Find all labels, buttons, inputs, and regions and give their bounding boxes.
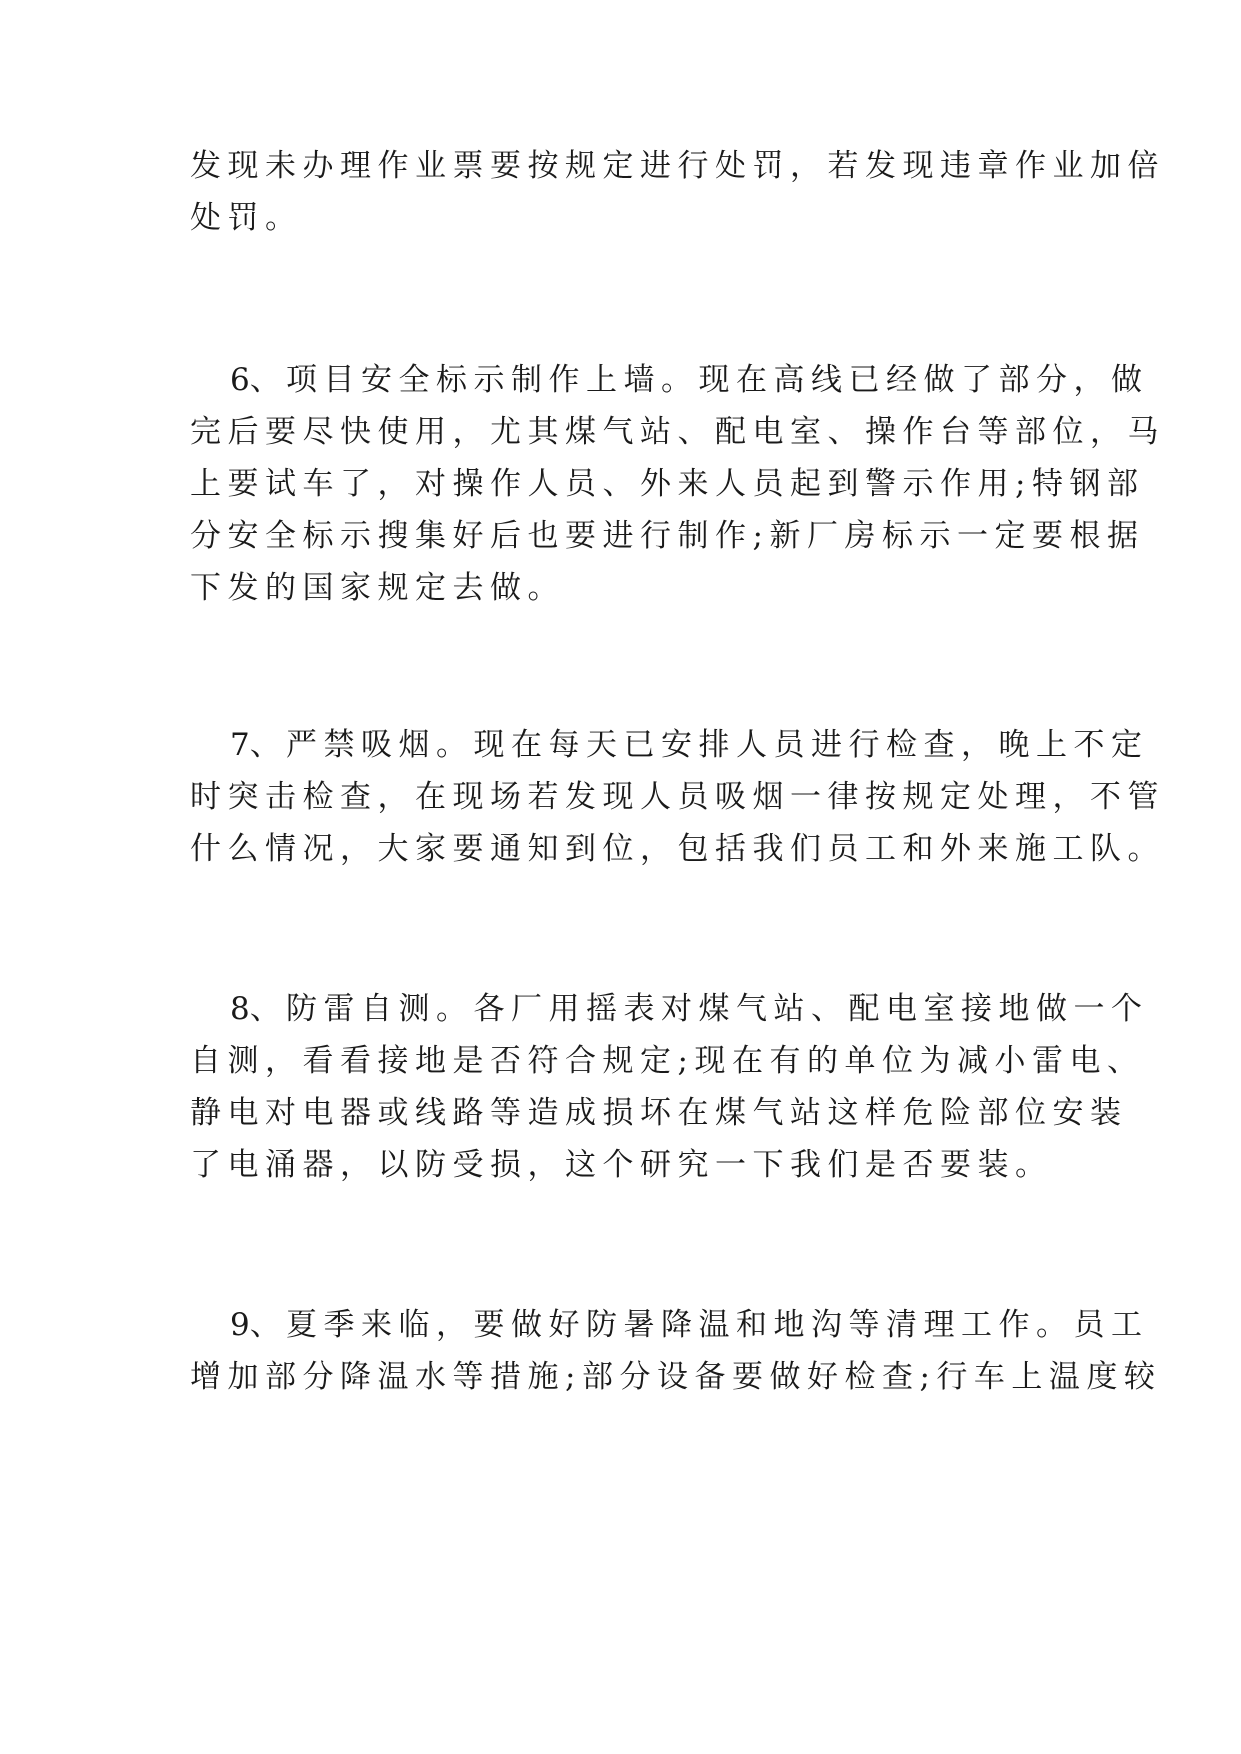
item-9-first-line (190, 1305, 1149, 1345)
item-6-line: 完后要尽快使用，尤其煤气站、配电室、操作台等部位，马 (190, 414, 1165, 450)
item-6-line: 分安全标示搜集好后也要进行制作;新厂房标示一定要根据 (190, 518, 1145, 554)
item-6-line: 下发的国家规定去做。 (190, 570, 565, 606)
item-8-line: 了电涌器，以防受损，这个研究一下我们是否要装。 (190, 1147, 1053, 1183)
item-7-line: 时突击检查，在现场若发现人员吸烟一律按规定处理，不管 (190, 779, 1165, 815)
item-6-line: 上要试车了，对操作人员、外来人员起到警示作用;特钢部 (190, 466, 1145, 502)
item-8-number: 8、 (230, 991, 281, 1027)
item-6-first-line (190, 360, 1149, 400)
item-8-line: 静电对电器或线路等造成损坏在煤气站这样危险部位安装 (190, 1095, 1128, 1131)
item-9-line: 增加部分降温水等措施;部分设备要做好检查;行车上温度较 (190, 1359, 1162, 1395)
intro-line: 发现未办理作业票要按规定进行处罚，若发现违章作业加倍 (190, 148, 1165, 184)
item-8-line: 自测，看看接地是否符合规定;现在有的单位为减小雷电、 (190, 1043, 1145, 1079)
item-8-heading-text: 防雷自测。各厂用摇表对煤气站、配电室接地做一个 (286, 991, 1149, 1027)
item-7-heading-text: 严禁吸烟。现在每天已安排人员进行检查，晚上不定 (286, 727, 1149, 763)
item-6-heading-text: 项目安全标示制作上墙。现在高线已经做了部分，做 (286, 362, 1149, 398)
intro-line: 处罚。 (190, 200, 303, 236)
item-7-first-line (190, 725, 1149, 765)
item-6-number: 6、 (230, 362, 281, 398)
item-9-number: 9、 (230, 1307, 281, 1343)
item-7-line: 什么情况，大家要通知到位，包括我们员工和外来施工队。 (190, 831, 1165, 867)
item-8-first-line (190, 989, 1149, 1029)
item-7-number: 7、 (230, 727, 281, 763)
item-9-heading-text: 夏季来临，要做好防暑降温和地沟等清理工作。员工 (286, 1307, 1149, 1343)
